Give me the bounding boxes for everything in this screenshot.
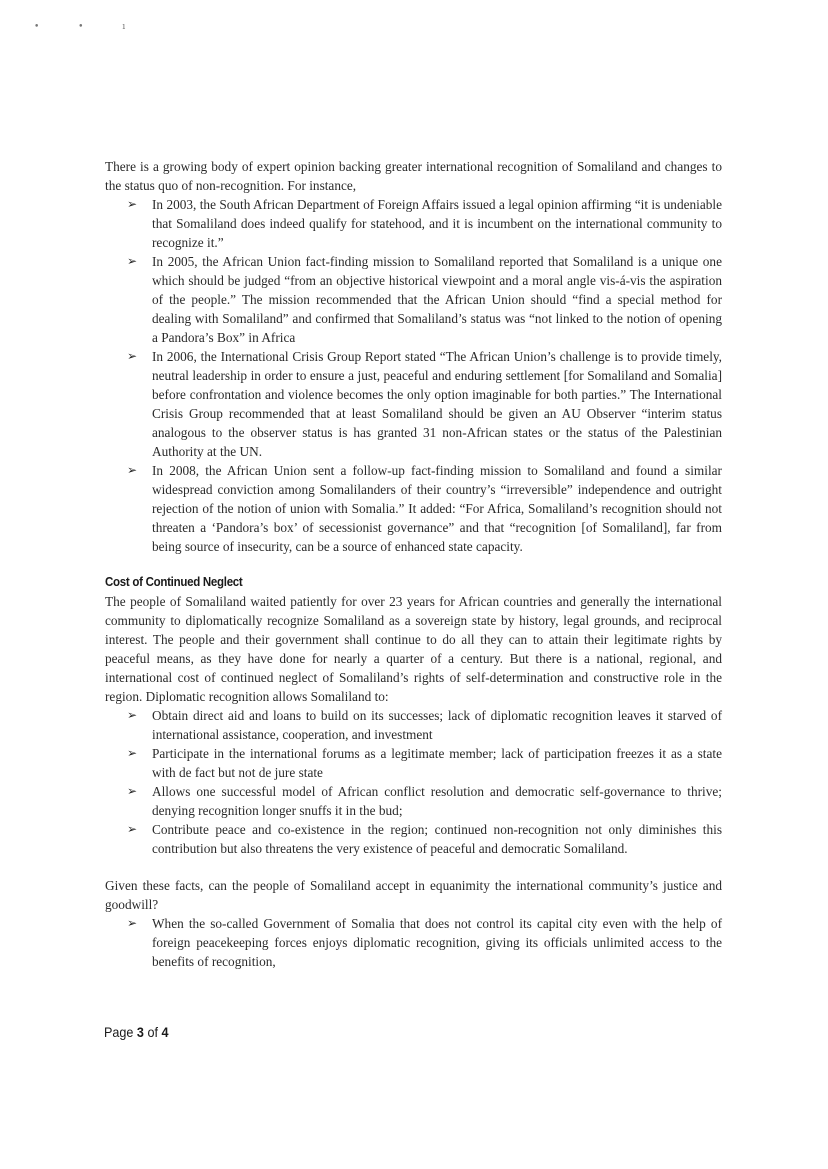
arrow-bullet-icon: ➢ <box>127 349 138 363</box>
list-item <box>105 347 722 461</box>
list-item <box>105 252 722 347</box>
list-item-text: In 2006, the International Crisis Group Report stated “The African Union’s challenge is to provide timely, neutral leadership in order to ensure a just, peaceful and enduring settlement [for Somaliland and Somalia] before confrontation and violence becomes the only option imaginable for both parties.” The International Crisis Group recommended that at least Somaliland should be given an AU Observer “interim status analogous to the observer status is has granted 31 non-African states or the status of the Palestinian Authority at the UN. <box>152 349 722 459</box>
arrow-bullet-icon: ➢ <box>127 708 138 722</box>
document-body <box>105 157 722 971</box>
list-item <box>105 914 722 971</box>
page-label: Page <box>104 1024 134 1040</box>
intro-paragraph: There is a growing body of expert opinion backing greater international recognition of Somaliland and changes to the status quo of non-recognition. For instance, <box>105 159 722 193</box>
page-current: 3 <box>136 1024 144 1040</box>
closing-list <box>105 914 722 971</box>
arrow-bullet-icon: ➢ <box>127 463 138 477</box>
evidence-list <box>105 195 722 556</box>
arrow-bullet-icon: ➢ <box>127 784 138 798</box>
arrow-bullet-icon: ➢ <box>127 746 138 760</box>
benefit-list <box>105 706 722 858</box>
list-item-text: Obtain direct aid and loans to build on its successes; lack of diplomatic recognition leaves it starved of international assistance, cooperation, and investment <box>152 708 722 742</box>
page-number <box>104 1024 168 1040</box>
list-item-text: In 2008, the African Union sent a follow-up fact-finding mission to Somaliland and found a similar widespread conviction among Somalilanders of their country’s “irreversible” independence and outright rejection of the notion of union with Somalia.” It added: “For Africa, Somaliland’s recognition should not threaten a ‘Pandora’s box’ of secessionist governance” and that “recognition [of Somaliland], far from being source of insecurity, can be a source of enhanced state capacity. <box>152 463 722 554</box>
list-item-text: When the so-called Government of Somalia that does not control its capital city even with the help of foreign peacekeeping forces enjoys diplomatic recognition, giving its officials unlimited access to the benefits of recognition, <box>152 916 722 969</box>
arrow-bullet-icon: ➢ <box>127 822 138 836</box>
list-item <box>105 820 722 858</box>
closing-paragraph: Given these facts, can the people of Somaliland accept in equanimity the international community’s justice and goodwill? <box>105 878 722 912</box>
list-item <box>105 195 722 252</box>
list-item-text: In 2003, the South African Department of Foreign Affairs issued a legal opinion affirming “it is undeniable that Somaliland does indeed qualify for statehood, and it is incumbent on the international community to recognize it.” <box>152 197 722 250</box>
list-item <box>105 461 722 556</box>
arrow-bullet-icon: ➢ <box>127 254 138 268</box>
list-item <box>105 744 722 782</box>
section-paragraph: The people of Somaliland waited patiently for over 23 years for African countries and generally the international community to diplomatically recognize Somaliland as a sovereign state by history, legal grounds, and reciprocal interest. The people and their government shall continue to do all they can to attain their legitimate rights by peaceful means, as they have done for nearly a quarter of a century. But there is a national, regional, and international cost of continued neglect of Somaliland’s rights of self-determination and constructive role in the region. Diplomatic recognition allows Somaliland to: <box>105 594 722 704</box>
list-item-text: Allows one successful model of African conflict resolution and democratic self-governance to thrive; denying recognition longer snuffs it in the bud; <box>152 784 722 818</box>
paragraph-gap <box>105 858 722 876</box>
section-heading: Cost of Continued Neglect <box>105 575 243 589</box>
arrow-bullet-icon: ➢ <box>127 916 138 930</box>
list-item <box>105 706 722 744</box>
list-item <box>105 782 722 820</box>
arrow-bullet-icon: ➢ <box>127 197 138 211</box>
list-item-text: Participate in the international forums as a legitimate member; lack of participation freezes it as a state with de fact but not de jure state <box>152 746 722 780</box>
page-of: of <box>147 1024 158 1040</box>
list-item-text: Contribute peace and co-existence in the region; continued non-recognition not only diminishes this contribution but also threatens the very existence of peaceful and democratic Somaliland. <box>152 822 722 856</box>
scan-marks: • • ı <box>34 22 144 32</box>
list-item-text: In 2005, the African Union fact-finding mission to Somaliland reported that Somaliland is a unique one which should be judged “from an objective historical viewpoint and a moral angle vis-á-vis the aspiration of the people.” The mission recommended that the African Union should “find a special method for dealing with Somaliland” and confirmed that Somaliland’s status was “not linked to the notion of opening a Pandora’s Box” in Africa <box>152 254 722 345</box>
page-total: 4 <box>161 1024 169 1040</box>
